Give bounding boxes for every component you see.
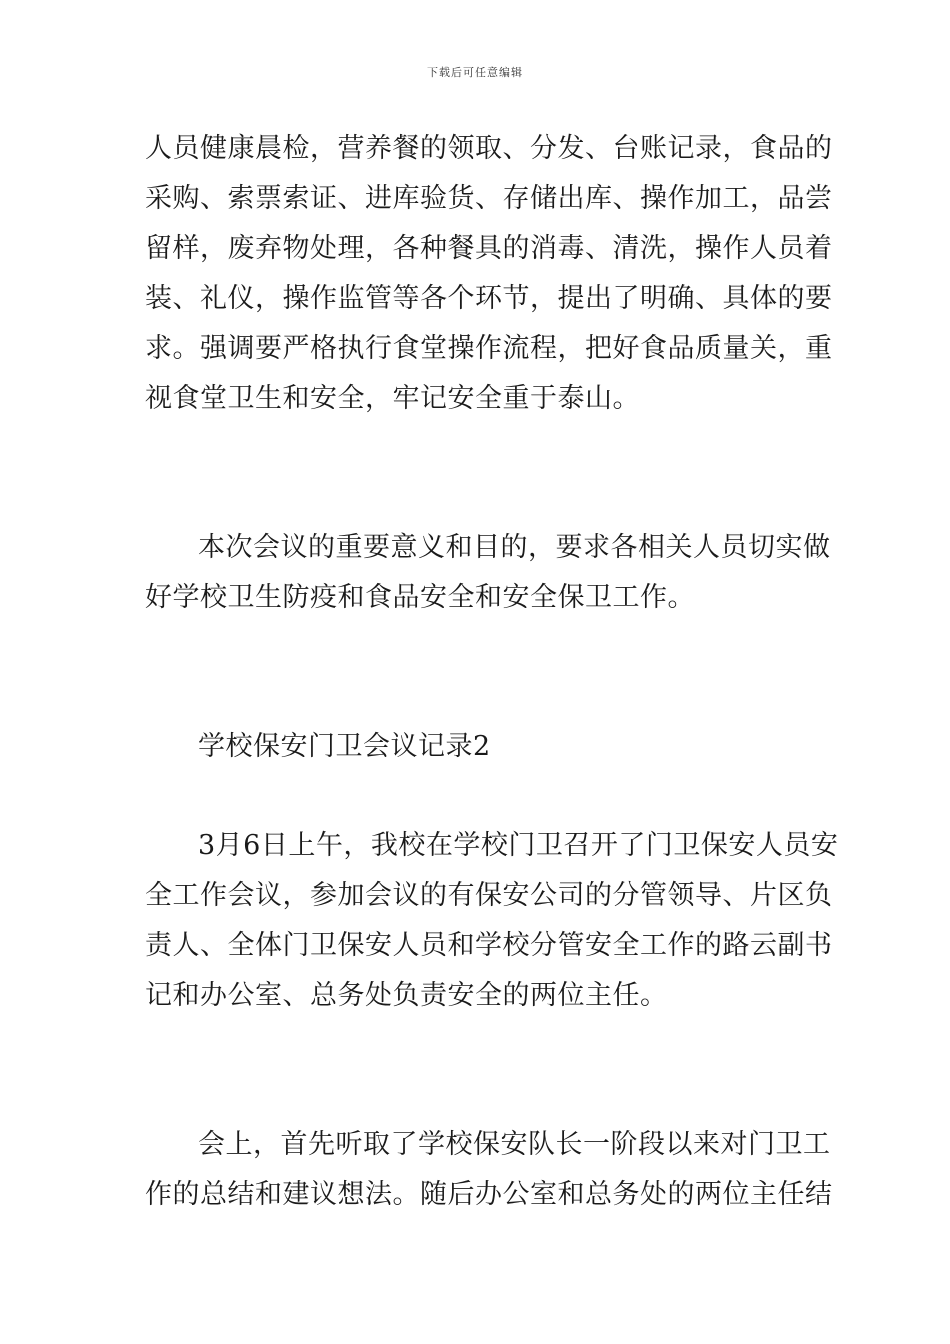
text-line: 记和办公室、总务处负责安全的两位主任。 [145, 980, 668, 1011]
page-header: 下载后可任意编辑 [427, 66, 523, 79]
text-line: 好学校卫生防疫和食品安全和安全保卫工作。 [145, 582, 695, 613]
text-line: 视食堂卫生和安全，牢记安全重于泰山。 [145, 383, 640, 414]
text-line: 作的总结和建议想法。随后办公室和总务处的两位主任结 [145, 1179, 833, 1210]
text-line: 采购、索票索证、进库验货、存储出库、操作加工，品尝 [145, 183, 833, 214]
text-line: 装、礼仪，操作监管等各个环节，提出了明确、具体的要 [145, 283, 833, 314]
text-line: 责人、全体门卫保安人员和学校分管安全工作的路云副书 [145, 930, 833, 961]
text-line: 会上，首先听取了学校保安队长一阶段以来对门卫工 [198, 1129, 831, 1160]
text-line: 3月6日上午，我校在学校门卫召开了门卫保安人员安 [198, 830, 839, 861]
text-line: 全工作会议，参加会议的有保安公司的分管领导、片区负 [145, 880, 833, 911]
text-line: 人员健康晨检，营养餐的领取、分发、台账记录，食品的 [145, 133, 833, 164]
text-line: 留样，废弃物处理，各种餐具的消毒、清洗，操作人员着 [145, 233, 833, 264]
section-heading: 学校保安门卫会议记录2 [198, 731, 491, 762]
text-line: 本次会议的重要意义和目的，要求各相关人员切实做 [198, 532, 831, 563]
text-line: 求。强调要严格执行食堂操作流程，把好食品质量关，重 [145, 333, 833, 364]
